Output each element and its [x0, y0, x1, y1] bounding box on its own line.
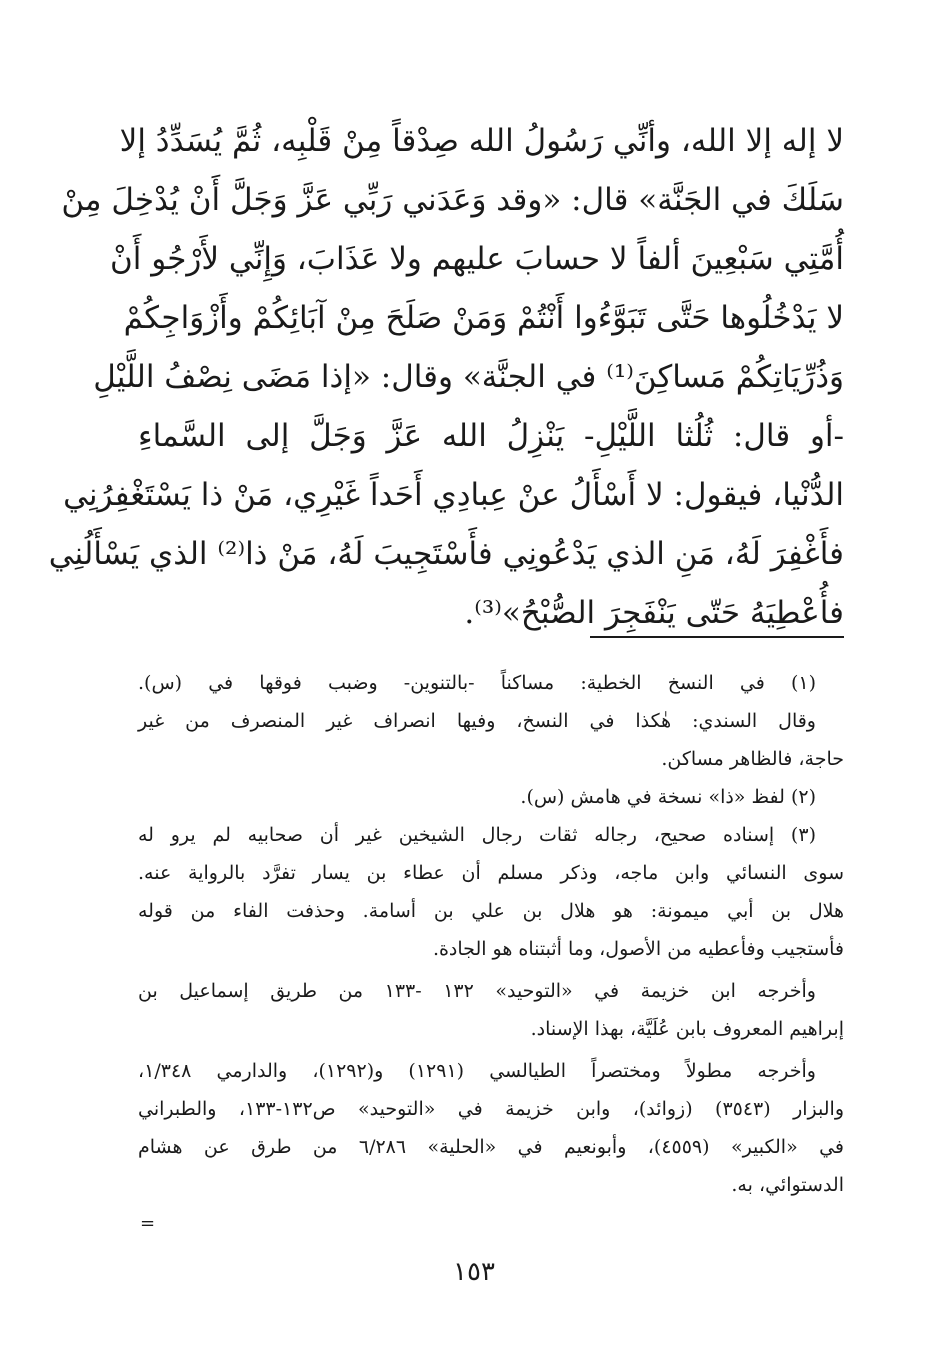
footnote-1-line: حاجة، فالظاهر مساكن. — [661, 748, 844, 770]
footnote-3-line: والبزار (٣٥٤٣) (زوائد)، وابن خزيمة في «التوحيد» ص١٣٢-١٣٣، والطبراني — [138, 1098, 844, 1120]
footnote-3-line: الدستوائي، به. — [731, 1174, 844, 1196]
footnote-1-line: وقال السندي: هٰكذا في النسخ، وفيها انصراف غير المنصرف من غير — [138, 710, 816, 732]
main-text-line: سَلَكَ في الجَنَّة» قال: «وقد وَعَدَني رَبِّي عَزَّ وَجَلَّ أَنْ يُدْخِلَ مِنْ — [61, 182, 844, 218]
footnote-3-line: هلال بن أبي ميمونة: هو هلال بن علي بن أسامة. وحذفت الفاء من قوله — [138, 900, 844, 922]
main-text-block — [48, 112, 844, 643]
main-text-line: -أو قال: ثُلُثا اللَّيْلِ- يَنْزِلُ الله عَزَّ وَجَلَّ إلى السَّماءِ — [138, 418, 844, 454]
footnote-3-line: سوى النسائي وابن ماجه، وذكر مسلم أن عطاء بن يسار تفرَّد بالرواية عنه. — [138, 862, 844, 884]
footnote-separator — [590, 636, 844, 638]
main-text-line: وَذُرِّيَاتِكُمْ مَساكِنَ⁽¹⁾ في الجنَّة» وقال: «إذا مَضَى نِصْفُ اللَّيْلِ — [93, 359, 844, 395]
footnote-2-line: (٢) لفظ «ذا» نسخة في هامش (س). — [520, 786, 816, 808]
main-text-line: فأُعْطِيَهُ حَتّى يَنْفَجِرَ الصُّبْحُ»⁽³⁾. — [464, 595, 844, 631]
main-text-line: لا يَدْخُلُوها حَتَّى تَبَوَّءُوا أَنْتُمْ وَمَنْ صَلَحَ مِنْ آبَائِكُمْ وأَزْوَاجِكُمْ — [123, 300, 844, 336]
footnote-3-line: (٣) إسناده صحيح، رجاله ثقات رجال الشيخين غير أن صحابيه لم يرو له — [138, 824, 816, 846]
footnote-3-line: وأخرجه مطولاً ومختصراً الطيالسي (١٢٩١) و(١٢٩٢)، والدارمي ١/٣٤٨، — [138, 1060, 816, 1082]
footnotes-block — [138, 664, 844, 1204]
main-text-line: لا إله إلا الله، وأنِّي رَسُولُ الله صِدْقاً مِنْ قَلْبِه، ثُمَّ يُسَدِّدُ إلا — [119, 123, 844, 159]
main-text-line: أُمَّتِي سَبْعِينَ ألفاً لا حسابَ عليهم ولا عَذَابَ، وَإِنِّي لأَرْجُو أَنْ — [109, 241, 844, 277]
footnote-3-line: في «الكبير» (٤٥٥٩)، وأبونعيم في «الحلية» ٦/٢٨٦ من طرق عن هشام — [138, 1136, 845, 1158]
footnote-3-line: إبراهيم المعروف بابن عُلَيَّة، بهذا الإسناد. — [530, 1018, 844, 1040]
main-text-line: الدُّنْيا، فيقول: لا أَسْأَلُ عنْ عِبادِي أَحَداً غَيْرِي، مَنْ ذا يَسْتَغْفِرُنِي — [63, 477, 844, 513]
footnote-3-line: وأخرجه ابن خزيمة في «التوحيد» ١٣٢ -١٣٣ من طريق إسماعيل بن — [138, 980, 816, 1002]
footnote-1-line: (١) في النسخ الخطية: مساكناً -بالتنوين- وضبب فوقها في (س). — [138, 672, 816, 694]
continuation-mark: = — [140, 1213, 156, 1234]
main-text-line: فأَغْفِرَ لَهُ، مَنِ الذي يَدْعُونِي فأَسْتَجِيبَ لَهُ، مَنْ ذا⁽²⁾ الذي يَسْأَلُنِي — [48, 536, 844, 572]
page-number: ١٥٣ — [453, 1257, 495, 1287]
footnote-3-line: فأستجيب وفأعطيه من الأصول، وما أثبتناه هو الجادة. — [432, 938, 844, 960]
